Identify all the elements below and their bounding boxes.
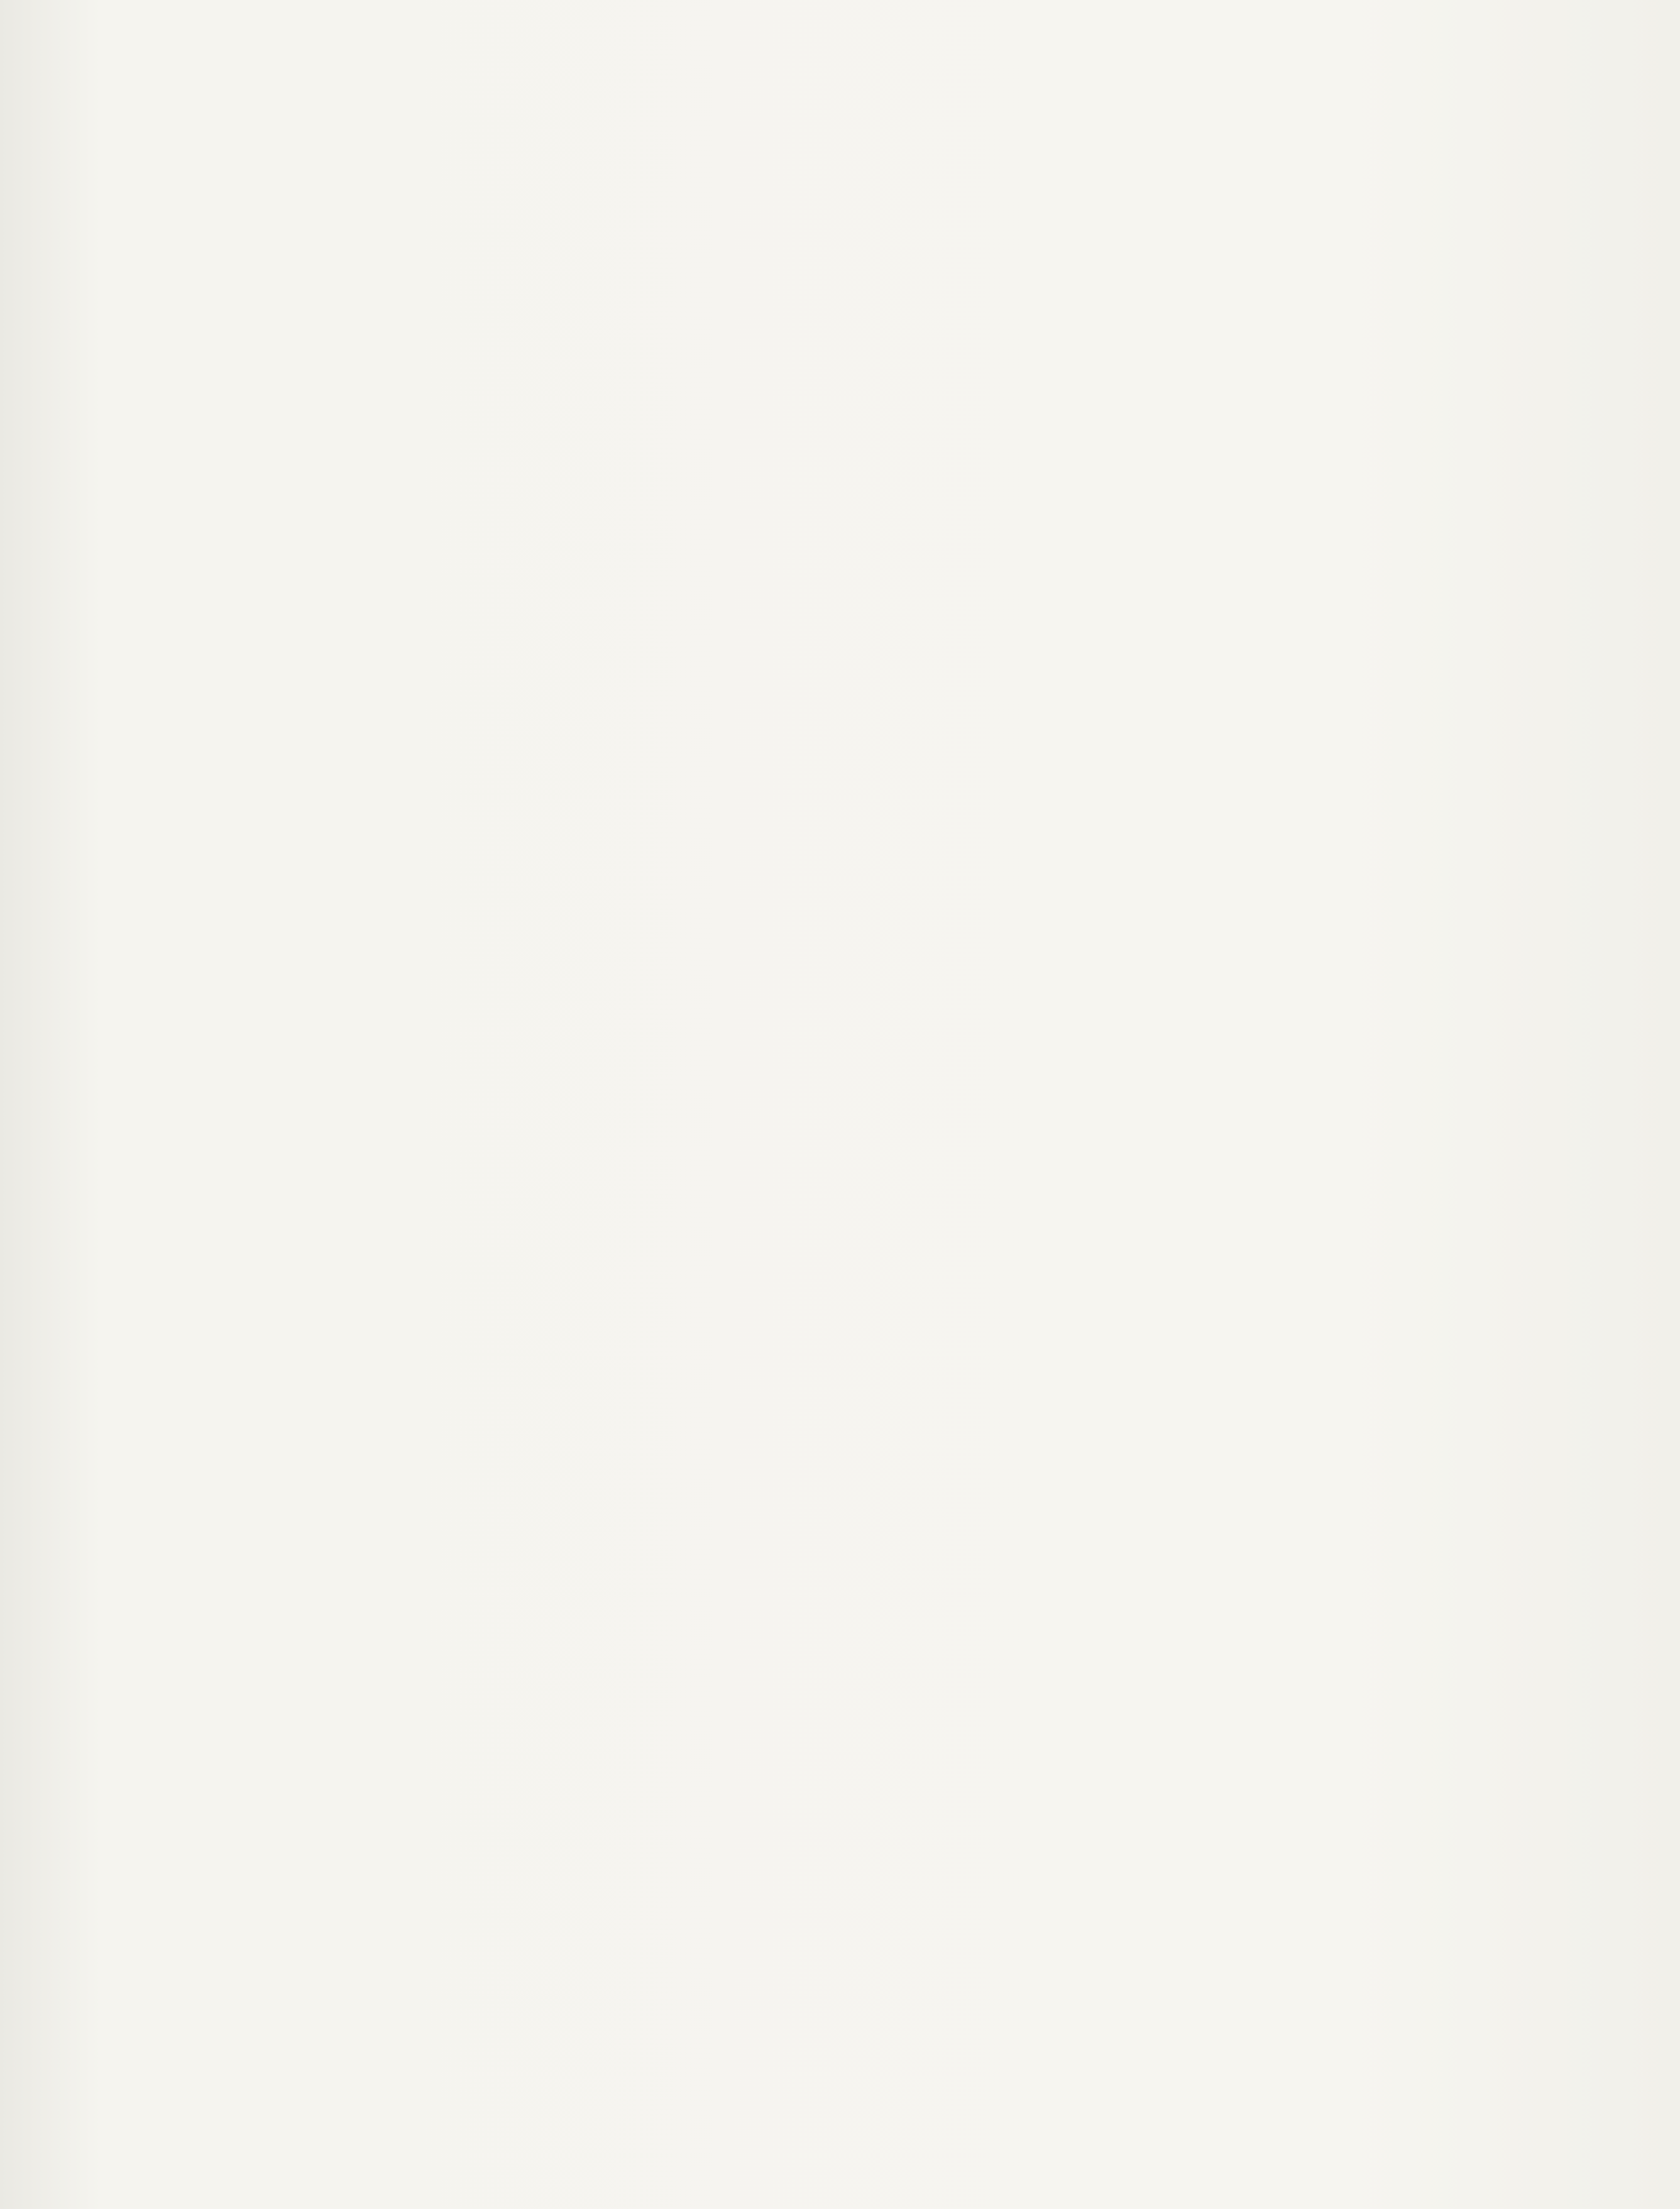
floral-border-bottom-icon — [0, 2083, 1680, 2209]
floral-border-right-icon — [1515, 88, 1680, 2099]
floral-border-top-icon — [0, 0, 1680, 113]
